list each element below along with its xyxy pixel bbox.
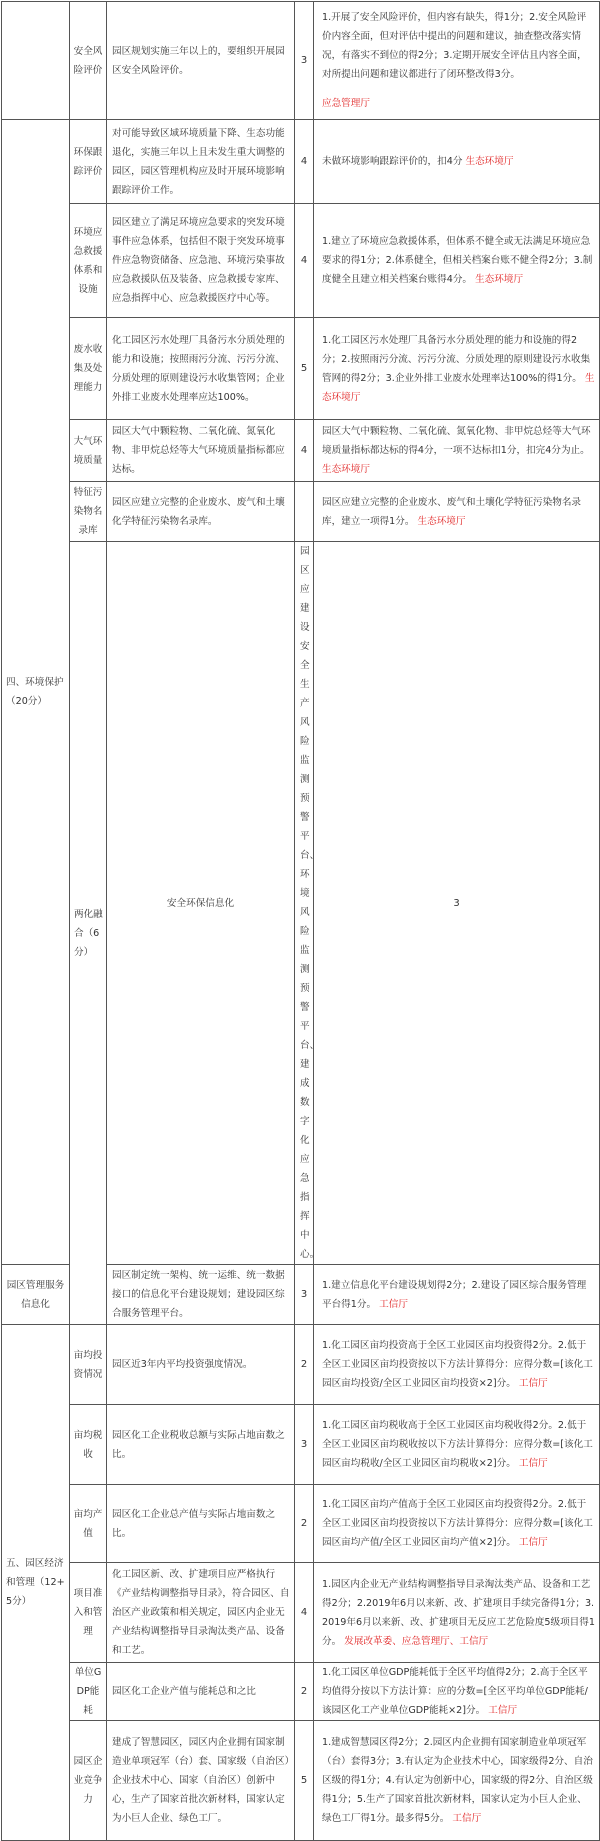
rule-text: 1.建立了环境应急救援体系，但体系不健全或无法满足环境应急要求的得1分；2.体系健全，但相关档案台账不健全得2分；3.制度健全且建立相关档案台账得4分。 <box>322 236 593 285</box>
rule-text: 1.建成智慧园区得2分；2.园区内企业拥有国家制造业单项冠军（台）套得3分；3.有认定为企业技术中心，国家级得2分、自治区级的得1分；4.有认定为创新中心，国家级的得2分、自治区级得1分；5.生产了国家首批次新材料，国家认定为小巨人企业、绿色工厂得1分。最多得5分。 <box>322 1737 593 1824</box>
rule-cell <box>314 120 600 204</box>
item-cell: 特征污染物名录库 <box>70 482 107 542</box>
category-cell: 两化融合（6分） <box>70 542 107 1325</box>
dept-label: 工信厅 <box>518 1378 548 1389</box>
requirement-cell: 化工园区新、改、扩建项目应严格执行《产业结构调整指导目录》，符合园区、自治区产业政策和相关规定，园区内企业无产业结构调整指导目录淘汰类产品、设备和工艺。 <box>107 1563 295 1663</box>
score-cell: 5 <box>295 1721 314 1841</box>
rule-text: 园区大气中颗粒物、二氧化硫、氮氧化物、非甲烷总烃等大气环境质量指标都达标的得4分，一项不达标扣1分，扣完4分为止。 <box>322 426 591 456</box>
rule-cell <box>314 1563 600 1663</box>
rule-text: 1.化工园区亩均投资高于全区工业园区亩均投资得2分。2.低于全区工业园区亩均投资按以下方法计算得分：应得分数=[该化工园区亩均投资/全区工业园区亩均投资×2]分。 <box>322 1340 593 1389</box>
score-cell: 3 <box>314 542 600 1265</box>
rule-cell <box>314 318 600 420</box>
rule-text: 园区应建立完整的企业废水、废气和土壤化学特征污染物名录库，建立一项得1分。 <box>322 496 582 527</box>
score-cell: 2 <box>295 1485 314 1563</box>
item-cell: 亩均税收 <box>70 1405 107 1485</box>
rule-cell <box>314 204 600 318</box>
requirement-cell: 园区化工企业税收总额与实际占地亩数之比。 <box>107 1405 295 1485</box>
dept-label: 生态环境厅 <box>475 274 524 285</box>
rule-text: 1.化工园区单位GDP能耗低于全区平均值得2分；2.高于全区平均值得分按以下方法计算：应的分数=[全区平均单位GDP能耗/该园区化工产业单位GDP能耗×2]分。 <box>322 1667 588 1716</box>
item-cell: 园区管理服务信息化 <box>2 1265 70 1325</box>
table-row <box>2 420 600 482</box>
rule-cell <box>314 2 600 120</box>
score-cell: 4 <box>295 1563 314 1663</box>
rule-cell <box>314 1721 600 1841</box>
item-cell: 环保跟踪评价 <box>70 120 107 204</box>
requirement-cell: 园区近3年内平均投资强度情况。 <box>107 1325 295 1405</box>
item-cell: 环境应急救援体系和设施 <box>70 204 107 318</box>
score-cell: 3 <box>295 1265 314 1325</box>
item-cell: 废水收集及处理能力 <box>70 318 107 420</box>
table-row <box>2 2 600 120</box>
dept-label: 生态环境厅 <box>417 515 466 527</box>
score-cell: 4 <box>295 420 314 482</box>
item-cell: 安全环保信息化 <box>107 542 295 1265</box>
score-cell: 3 <box>295 1405 314 1485</box>
requirement-cell: 园区制定统一架构、统一运维、统一数据接口的信息化平台建设规划；建设园区综合服务管理平台。 <box>107 1265 295 1325</box>
score-cell: 2 <box>295 1663 314 1721</box>
table-row <box>2 542 600 1265</box>
requirement-cell: 园区应建设安全生产风险监测预警平台、环境风险监测预警平台、建成数字化应急指挥中心。 <box>295 542 314 1265</box>
score-cell: 4 <box>295 120 314 204</box>
item-cell: 安全风险评价 <box>70 2 107 120</box>
dept-label: 工信厅 <box>488 1705 518 1716</box>
requirement-cell: 园区大气中颗粒物、二氧化硫、氮氧化物、非甲烷总烃等大气环境质量指标都应达标。 <box>107 420 295 482</box>
rule-cell <box>314 1485 600 1563</box>
table-row <box>2 1663 600 1721</box>
evaluation-table <box>1 1 600 1841</box>
table-row <box>2 318 600 420</box>
rule-text: 1.建立信息化平台建设规划得2分；2.建设了园区综合服务管理平台得1分。 <box>322 1279 587 1310</box>
requirement-cell: 对可能导致区域环境质量下降、生态功能退化，实施三年以上且未发生重大调整的园区，园区管理机构应及时开展环境影响跟踪评价工作。 <box>107 120 295 204</box>
requirement-cell: 园区应建立完整的企业废水、废气和土壤化学特征污染物名录库。 <box>107 482 295 542</box>
rule-cell <box>314 1405 600 1485</box>
item-cell: 亩均产值 <box>70 1485 107 1563</box>
category-cell: 四、环境保护（20分） <box>2 120 70 1265</box>
requirement-cell: 园区化工企业产值与能耗总和之比 <box>107 1663 295 1721</box>
score-cell <box>295 482 314 542</box>
requirement-cell: 园区建立了满足环境应急要求的突发环境事件应急体系，包括但不限于突发环境事件应急物资储备、应急池、环境污染事故应急救援队伍及装备、应急救援专家库、应急指挥中心、应急救援医疗中心等。 <box>107 204 295 318</box>
requirement-cell: 化工园区污水处理厂具备污水分质处理的能力和设施；按照雨污分流、污污分流、分质处理的原则建设污水收集管网；企业外排工业废水处理率应达100%。 <box>107 318 295 420</box>
dept-label: 工信厅 <box>379 1298 408 1310</box>
table-row <box>2 1563 600 1663</box>
table-row <box>2 1721 600 1841</box>
dept-label: 工信厅 <box>518 1537 548 1548</box>
item-cell: 项目准入和管理 <box>70 1563 107 1663</box>
rule-cell <box>314 1265 600 1325</box>
dept-label: 发展改革委、应急管理厅、工信厅 <box>344 1635 489 1647</box>
category-cell <box>2 2 70 120</box>
rule-text: 1.化工园区亩均产值高于全区工业园区亩均投资得2分。2.低于全区工业园区亩均投资按以下方法计算得分：应得分数=[该化工园区亩均产值/全区工业园区亩均产值×2]分。 <box>322 1499 593 1548</box>
dept-label: 生态环境厅 <box>322 464 370 475</box>
requirement-cell: 建成了智慧园区，园区内企业拥有国家制造业单项冠军（台）套、国家级（自治区）企业技术中心、国家（自治区）创新中心，生产了国家首批次新材料，国家认定为小巨人企业、绿色工厂。 <box>107 1721 295 1841</box>
rule-text: 1.开展了安全风险评价，但内容有缺失，得1分；2.安全风险评价内容全面，但对评估中提出的问题和建议，抽查整改落实情况，有落实不到位的得2分；3.定期开展安全评估且内容全面，对所提出问题和建议都进行了闭环整改得3分。 <box>322 12 587 80</box>
rule-text: 1.园区内企业无产业结构调整指导目录淘汰类产品、设备和工艺得2分；2.2019年6月以来新、改、扩建项目手续完备得1分；3.2019年6月以来新、改、扩建项目无反应工艺危险度5级项目得1分。 <box>322 1578 595 1647</box>
rule-text: 未做环境影响跟踪评价的，扣4分 <box>322 156 463 167</box>
dept-label: 工信厅 <box>518 1458 548 1469</box>
dept-label: 应急管理厅 <box>322 98 370 109</box>
score-cell: 2 <box>295 1325 314 1405</box>
table-row <box>2 482 600 542</box>
table-row <box>2 204 600 318</box>
item-cell: 单位GDP能耗 <box>70 1663 107 1721</box>
rule-cell <box>314 420 600 482</box>
rule-cell <box>314 482 600 542</box>
requirement-cell: 园区规划实施三年以上的，要组织开展园区安全风险评价。 <box>107 2 295 120</box>
item-cell: 园区企业竞争力 <box>70 1721 107 1841</box>
dept-label: 工信厅 <box>452 1813 482 1824</box>
table-row <box>2 1325 600 1405</box>
item-cell: 大气环境质量 <box>70 420 107 482</box>
table-row <box>2 1485 600 1563</box>
category-cell: 五、园区经济和管理（12+5分） <box>2 1325 70 1841</box>
requirement-cell: 园区化工企业总产值与实际占地亩数之比。 <box>107 1485 295 1563</box>
score-cell: 5 <box>295 318 314 420</box>
rule-cell <box>314 1663 600 1721</box>
score-cell: 4 <box>295 204 314 318</box>
rule-text: 1.化工园区亩均税收高于全区工业园区亩均税收得2分。2.低于全区工业园区亩均税收按以下方法计算得分：应得分数=[该化工园区亩均税收/全区工业园区亩均税收×2]分。 <box>322 1420 593 1469</box>
table-row <box>2 1405 600 1485</box>
rule-cell <box>314 1325 600 1405</box>
dept-label: 生态环境厅 <box>322 372 595 403</box>
table-row <box>2 120 600 204</box>
score-cell: 3 <box>295 2 314 120</box>
rule-text: 1.化工园区污水处理厂具备污水分质处理的能力和设施的得2分；2.按照雨污分流、污污分流、分质处理的原则建设污水收集管网的得2分；3.企业外排工业废水处理率达100%的得1分。 <box>322 334 591 384</box>
dept-label: 生态环境厅 <box>465 156 514 167</box>
item-cell: 亩均投资情况 <box>70 1325 107 1405</box>
